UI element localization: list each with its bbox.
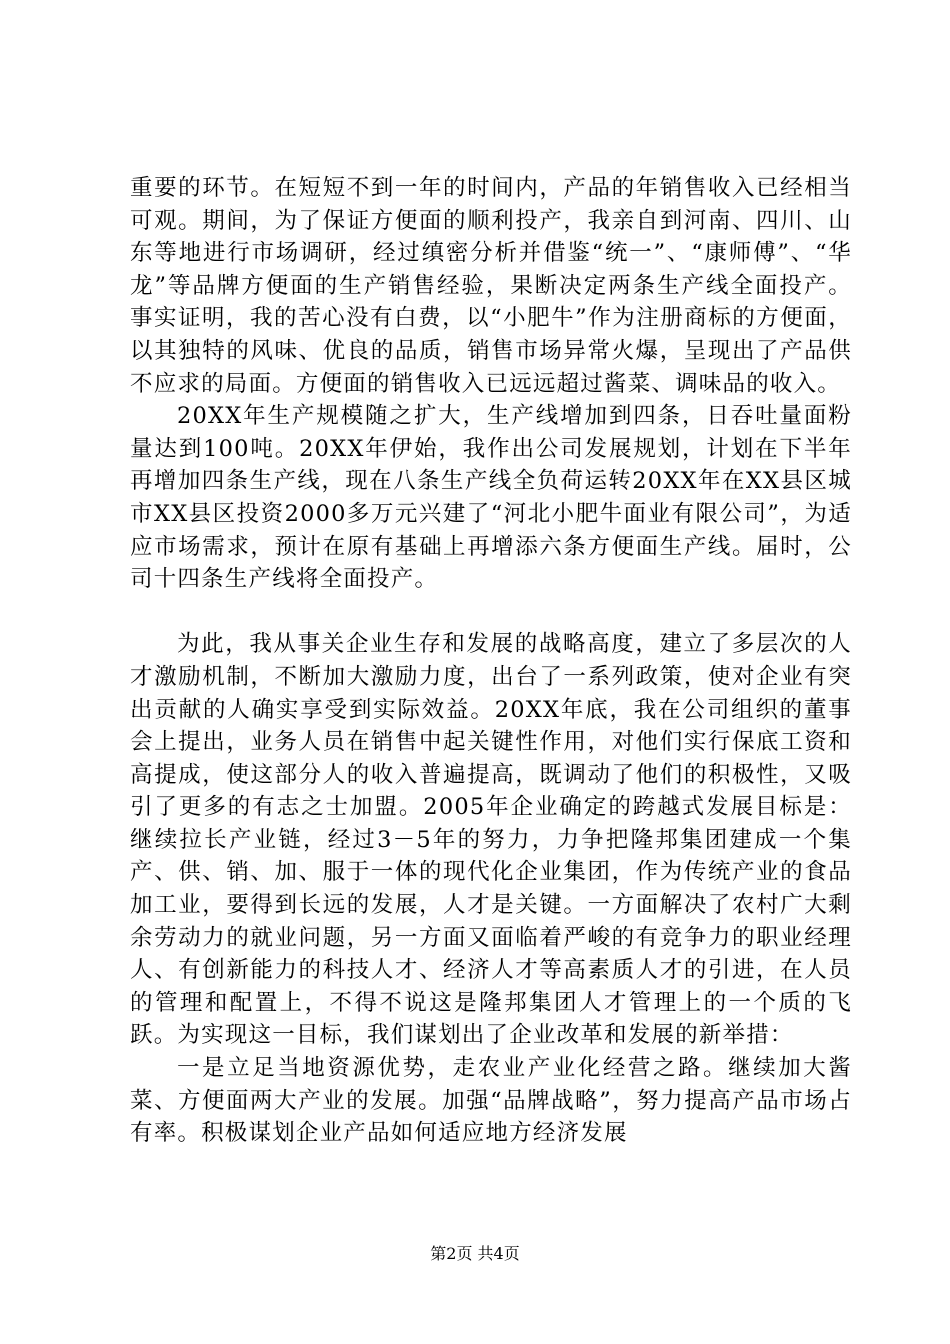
page-number-footer: 第2页 共4页: [430, 1244, 520, 1263]
paragraph-1: 重要的环节。在短短不到一年的时间内，产品的年销售收入已经相当可观。期间，为了保证方便面的顺利投产，我亲自到河南、四川、山东等地进行市场调研，经过缜密分析并借鉴“统一”、“康师傅”、“华龙”等品牌方便面的生产销售经验，果断决定两条生产线全面投产。事实证明，我的苦心没有白费，以“小肥牛”作为注册商标的方便面，以其独特的风味、优良的品质，销售市场异常火爆，呈现出了产品供不应求的局面。方便面的销售收入已远远超过酱菜、调味品的收入。: [130, 175, 852, 397]
paragraph-2: 20XX年生产规模随之扩大，生产线增加到四条，日吞吐量面粉量达到100吨。20XX年伊始，我作出公司发展规划，计划在下半年再增加四条生产线，现在八条生产线全负荷运转20XX年在XX县区城市XX县区投资2000多万元兴建了“河北小肥牛面业有限公司”，为适应市场需求，预计在原有基础上再增添六条方便面生产线。届时，公司十四条生产线将全面投产。: [130, 403, 852, 593]
document-body: [130, 172, 852, 1150]
paragraph-4: 一是立足当地资源优势，走农业产业化经营之路。继续加大酱菜、方便面两大产业的发展。加强“品牌战略”，努力提高产品市场占有率。积极谋划企业产品如何适应地方经济发展: [130, 1055, 852, 1147]
paragraph-3: 为此，我从事关企业生存和发展的战略高度，建立了多层次的人才激励机制，不断加大激励力度，出台了一系列政策，使对企业有突出贡献的人确实享受到实际效益。20XX年底，我在公司组织的董事会上提出，业务人员在销售中起关键性作用，对他们实行保底工资和高提成，使这部分人的收入普遍提高，既调动了他们的积极性，又吸引了更多的有志之士加盟。2005年企业确定的跨越式发展目标是：继续拉长产业链，经过3－5年的努力，力争把隆邦集团建成一个集产、供、销、加、服于一体的现代化企业集团，作为传统产业的食品加工业，要得到长远的发展，人才是关键。一方面解决了农村广大剩余劳动力的就业问题，另一方面又面临着严峻的有竞争力的职业经理人、有创新能力的科技人才、经济人才等高素质人才的引进，在人员的管理和配置上，不得不说这是隆邦集团人才管理上的一个质的飞跃。为实现这一目标，我们谋划出了企业改革和发展的新举措：: [130, 631, 852, 1049]
